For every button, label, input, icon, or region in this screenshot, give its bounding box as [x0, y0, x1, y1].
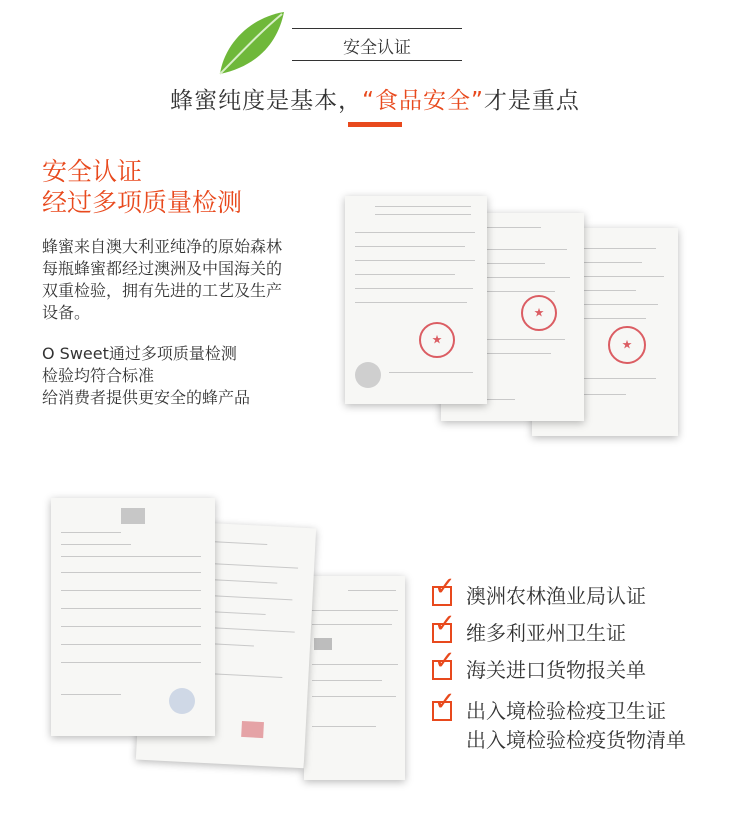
certificate-label-line2: 出入境检验检疫货物清单: [466, 728, 686, 752]
certificate-image-6: [304, 576, 405, 780]
certificate-label: 出入境检验检疫卫生证: [466, 699, 666, 723]
certificate-label: 澳洲农林渔业局认证: [466, 584, 646, 608]
header-top-rule: [292, 28, 462, 29]
paragraph-line: 蜂蜜来自澳大利亚纯净的原始森林: [42, 237, 283, 256]
checkmark-icon: ✓: [434, 609, 456, 639]
section-label: 安全认证: [343, 38, 411, 58]
intro-title-line1: 安全认证: [42, 157, 143, 186]
checkmark-icon: ✓: [434, 687, 456, 717]
certificate-image-4: [51, 498, 215, 736]
checkmark-icon: ✓: [434, 646, 456, 676]
paragraph-line: 每瓶蜂蜜都经过澳洲及中国海关的: [42, 259, 283, 278]
certificate-item: [432, 687, 732, 757]
certificate-label: 海关进口货物报关单: [466, 658, 646, 682]
paragraph-line: 双重检验，拥有先进的工艺及生产: [42, 281, 283, 300]
intro-title-line2: 经过多项质量检测: [42, 188, 243, 217]
certificate-label: 维多利亚州卫生证: [466, 621, 626, 645]
paragraph-line: 给消费者提供更安全的蜂产品: [42, 388, 251, 407]
intro-paragraph-2: [42, 343, 250, 409]
headline-before: 蜂蜜纯度是基本，: [170, 88, 363, 114]
leaf-icon: [214, 8, 286, 78]
checkmark-icon: ✓: [434, 572, 456, 602]
paragraph-line: O Sweet通过多项质量检测: [42, 344, 237, 363]
header-bottom-rule: [292, 60, 462, 61]
accent-bar: [348, 122, 402, 127]
headline-accent: “食品安全”: [362, 88, 484, 114]
intro-paragraph-1: [42, 236, 282, 324]
paragraph-line: 检验均符合标准: [42, 366, 155, 385]
headline-after: 才是重点: [483, 88, 580, 114]
certificate-image-1: [345, 196, 487, 404]
headline: [0, 82, 750, 115]
paragraph-line: 设备。: [42, 303, 91, 322]
